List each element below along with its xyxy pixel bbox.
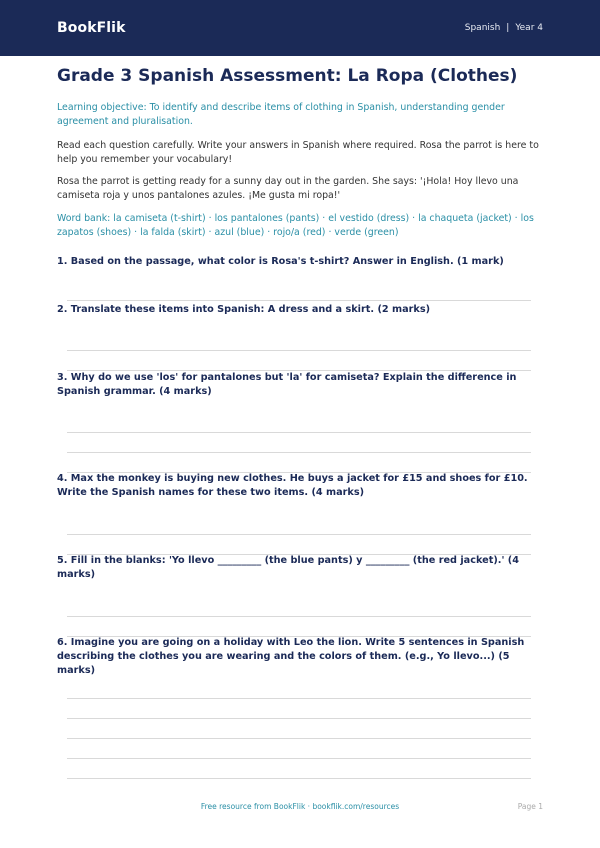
answer-line[interactable]: [67, 616, 531, 617]
answer-line[interactable]: [67, 718, 531, 719]
question-5: 5. Fill in the blanks: 'Yo llevo _________ (the blue pants) y _________ (the red jacket).' (4 marks): [57, 555, 519, 580]
question-4: 4. Max the monkey is buying new clothes. He buys a jacket for £15 and shoes for £10. Write the Spanish names for these two items. (4 marks): [57, 473, 528, 498]
answer-line[interactable]: [67, 778, 531, 779]
answer-line[interactable]: [67, 452, 531, 453]
question-2: 2. Translate these items into Spanish: A dress and a skirt. (2 marks): [57, 304, 431, 315]
year-label: Year 4: [515, 23, 543, 33]
intro-section: [57, 66, 543, 239]
learning-objective: Learning objective: To identify and describe items of clothing in Spanish, understanding gender agreement and pluralisation.: [57, 102, 505, 127]
question-1: 1. Based on the passage, what color is Rosa's t-shirt? Answer in English. (1 mark): [57, 256, 504, 267]
brand-logo-text[interactable]: BookFlik: [57, 20, 126, 36]
question-3: 3. Why do we use 'los' for pantalones but 'la' for camiseta? Explain the difference in Spanish grammar. (4 marks): [57, 372, 517, 397]
header-meta: [465, 23, 543, 33]
answer-line[interactable]: [67, 350, 531, 351]
page-header: [0, 0, 600, 56]
answer-line[interactable]: [67, 698, 531, 699]
footer-resource-link[interactable]: Free resource from BookFlik · bookflik.com/resources: [200, 802, 400, 811]
word-bank: Word bank: la camiseta (t-shirt) · los pantalones (pants) · el vestido (dress) · la chaqueta (jacket) · los zapatos (shoes) · la falda (skirt) · azul (blue) · rojo/a (red) · verde (green): [57, 213, 534, 238]
meta-separator: |: [506, 23, 510, 33]
answer-line[interactable]: [67, 534, 531, 535]
page-number: Page 1: [517, 802, 543, 811]
answer-line[interactable]: [67, 432, 531, 433]
instructions: Read each question carefully. Write your answers in Spanish where required. Rosa the parrot is here to help you remember your vocabulary!: [57, 140, 539, 165]
answer-line[interactable]: [67, 738, 531, 739]
question-6: 6. Imagine you are going on a holiday with Leo the lion. Write 5 sentences in Spanish describing the clothes you are wearing and the colors of them. (e.g., Yo llevo...) (5 marks): [57, 637, 525, 676]
page-title: Grade 3 Spanish Assessment: La Ropa (Clothes): [57, 66, 518, 86]
answer-line[interactable]: [67, 300, 531, 301]
reading-passage: Rosa the parrot is getting ready for a sunny day out in the garden. She says: '¡Hola! Hoy llevo una camiseta roja y unos pantalones azules. ¡Me gusta mi ropa!': [57, 176, 519, 201]
answer-line[interactable]: [67, 758, 531, 759]
subject-label: Spanish: [464, 23, 501, 33]
